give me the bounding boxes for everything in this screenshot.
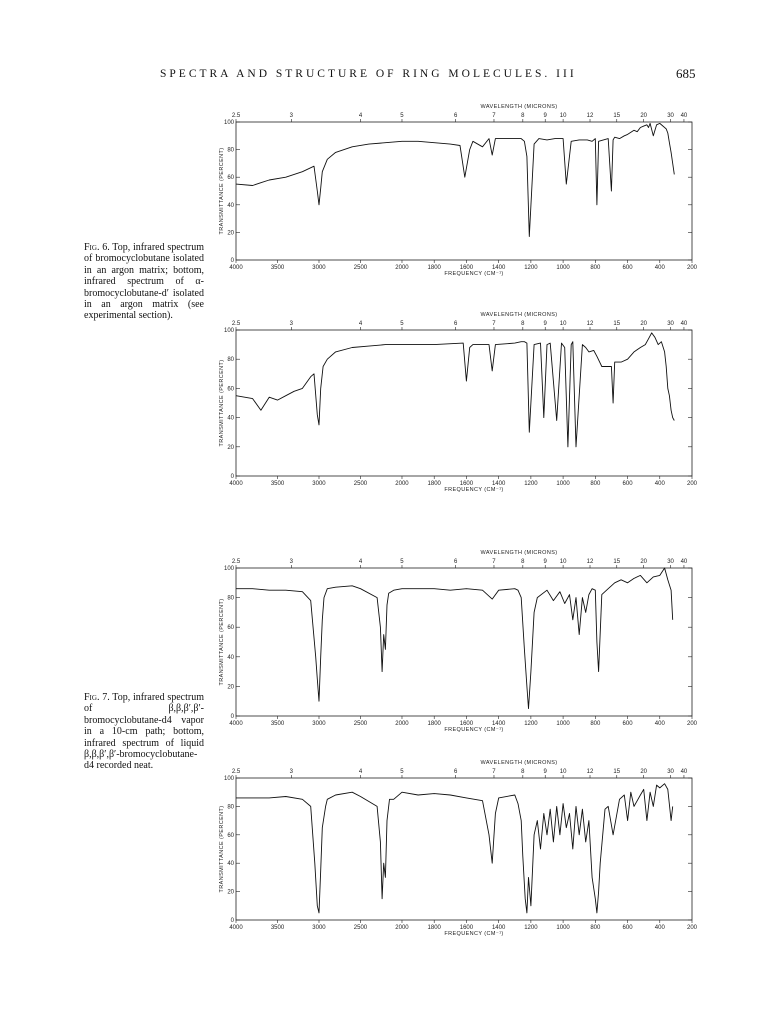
fig7-top-top-tick-label: 15: [613, 559, 621, 565]
fig7-bottom-bottom-tick-label: 200: [686, 925, 698, 931]
fig6-top-bottom-tick-label: 1200: [524, 265, 538, 271]
fig6-bottom-top-tick-label: 7: [492, 321, 496, 327]
fig6-top-bottom-tick-label: 800: [590, 265, 601, 271]
fig6-bottom-trace: [236, 333, 674, 447]
fig6-bottom-top-tick-label: 15: [613, 321, 621, 327]
fig6-caption: [84, 242, 204, 322]
fig6-bottom-top-tick-label: 12: [586, 321, 594, 327]
fig6-bottom-bottom-tick-label: 600: [622, 481, 633, 487]
fig6-bottom-top-tick-label: 9: [543, 321, 547, 327]
fig6-bottom-top-tick-label: 20: [640, 321, 648, 327]
fig7-top-y-tick-label: 20: [227, 684, 234, 691]
fig6-bottom-xlabel: FREQUENCY (CM⁻¹): [444, 487, 504, 493]
fig6-top-bottom-tick-label: 3500: [270, 265, 285, 271]
fig6-bottom-ylabel: TRANSMITTANCE (PERCENT): [219, 359, 225, 447]
fig6-top-top-tick-label: 7: [492, 113, 496, 119]
fig7-bottom-top-tick-label: 9: [543, 769, 547, 775]
fig6-top-top-tick-label: 6: [453, 113, 458, 119]
fig7-bottom-top-tick-label: 6: [453, 769, 458, 775]
fig6-top-top-tick-label: 20: [640, 113, 648, 119]
fig7-bottom-top-tick-label: 7: [492, 769, 496, 775]
fig6-bottom-y-tick-label: 0: [230, 474, 234, 480]
fig7-top-top-tick-label: 3: [289, 559, 294, 565]
fig7-top-spectrum: [210, 548, 710, 733]
fig7-bottom-wavelength-title: WAVELENGTH (MICRONS): [480, 760, 558, 766]
fig6-top-y-tick-label: 20: [227, 230, 234, 237]
fig6-bottom-bottom-tick-label: 3500: [270, 481, 285, 487]
fig7-top-xlabel: FREQUENCY (CM⁻¹): [444, 727, 504, 733]
fig6-top-bottom-tick-label: 4000: [229, 265, 243, 271]
fig7-bottom-bottom-tick-label: 3000: [312, 925, 326, 931]
fig6-bottom-y-tick-label: 40: [227, 415, 234, 422]
fig7-top-bottom-tick-label: 800: [590, 721, 601, 727]
fig7-bottom-top-tick-label: 40: [680, 769, 688, 775]
fig7-top-top-tick-label: 6: [453, 559, 458, 565]
fig7-top-bottom-tick-label: 1800: [427, 721, 441, 727]
fig7-top-bottom-tick-label: 1200: [524, 721, 538, 727]
fig7-top-bottom-tick-label: 3500: [270, 721, 285, 727]
fig6-bottom-top-tick-label: 5: [400, 321, 404, 327]
fig6-bottom-y-tick-label: 100: [223, 328, 234, 334]
fig7-bottom-xlabel: FREQUENCY (CM⁻¹): [444, 931, 504, 937]
fig7-bottom-bottom-tick-label: 400: [654, 925, 665, 931]
fig7-bottom-bottom-tick-label: 600: [622, 925, 633, 931]
fig6-bottom-bottom-tick-label: 4000: [229, 481, 243, 487]
fig6-bottom-bottom-tick-label: 1000: [556, 481, 570, 487]
fig6-top-bottom-tick-label: 600: [622, 265, 633, 271]
fig7-bottom-ylabel: TRANSMITTANCE (PERCENT): [219, 805, 225, 893]
fig6-top-top-tick-label: 9: [543, 113, 547, 119]
fig7-bottom-y-tick-label: 60: [227, 832, 234, 839]
fig7-top-top-tick-label: 9: [543, 559, 547, 565]
fig7-bottom-bottom-tick-label: 1600: [459, 925, 474, 931]
fig6-bottom-y-tick-label: 80: [227, 357, 234, 364]
fig7-top-bottom-tick-label: 1600: [459, 721, 474, 727]
fig7-top-y-tick-label: 0: [230, 714, 234, 720]
fig7-bottom-bottom-tick-label: 800: [590, 925, 601, 931]
fig6-bottom-top-tick-label: 4: [358, 321, 363, 327]
fig7-caption-text: Top, infrared spectrum of β,β,β′,β′-bromocyclobutane-d4 vapor in a 10-cm path; bottom, infrared spectrum of liquid β,β,β′,β′-bromocyclobutane-d4 recorded neat.: [84, 692, 204, 772]
fig7-top-top-tick-label: 10: [559, 559, 567, 565]
fig7-top-top-tick-label: 40: [680, 559, 688, 565]
fig6-top-bottom-tick-label: 2500: [353, 265, 368, 271]
fig6-top-bottom-tick-label: 1800: [427, 265, 441, 271]
fig7-top-plot-frame: [236, 568, 692, 716]
fig7-top-y-tick-label: 80: [227, 595, 234, 602]
fig7-top-bottom-tick-label: 4000: [229, 721, 243, 727]
fig7-bottom-y-tick-label: 40: [227, 861, 234, 868]
fig6-bottom-bottom-tick-label: 200: [686, 481, 698, 487]
fig6-top-bottom-tick-label: 3000: [312, 265, 326, 271]
fig7-top-top-tick-label: 12: [586, 559, 594, 565]
fig6-bottom-top-tick-label: 30: [667, 321, 674, 327]
fig7-top-top-tick-label: 4: [358, 559, 363, 565]
fig6-bottom-bottom-tick-label: 2500: [353, 481, 368, 487]
running-head: SPECTRA AND STRUCTURE OF RING MOLECULES. III: [160, 68, 577, 80]
fig6-bottom-top-tick-label: 8: [521, 321, 525, 327]
fig6-bottom-bottom-tick-label: 2000: [395, 481, 409, 487]
fig6-bottom-top-tick-label: 6: [453, 321, 458, 327]
fig6-top-y-tick-label: 40: [227, 202, 234, 209]
fig6-top-bottom-tick-label: 1600: [459, 265, 474, 271]
fig6-top-top-tick-label: 30: [667, 113, 674, 119]
fig7-bottom-bottom-tick-label: 1400: [491, 925, 506, 931]
fig6-top-top-tick-label: 4: [358, 113, 363, 119]
fig7-top-bottom-tick-label: 3000: [312, 721, 326, 727]
fig7-bottom-bottom-tick-label: 2000: [395, 925, 409, 931]
fig7-bottom-y-tick-label: 100: [223, 776, 234, 782]
fig6-bottom-bottom-tick-label: 1600: [459, 481, 474, 487]
fig7-bottom-top-tick-label: 8: [521, 769, 525, 775]
fig7-caption: [84, 692, 204, 772]
fig7-top-top-tick-label: 20: [640, 559, 648, 565]
fig6-bottom-bottom-tick-label: 3000: [312, 481, 326, 487]
fig7-bottom-bottom-tick-label: 2500: [353, 925, 368, 931]
fig6-top-bottom-tick-label: 200: [686, 265, 698, 271]
fig6-caption-text: Top, infrared spectrum of bromocyclobutane isolated in an argon matrix; bottom, infrared spectrum of α-bromocyclobutane-d′ isolated in an argon matrix (see experimental section).: [84, 242, 204, 322]
fig7-bottom-top-tick-label: 15: [613, 769, 621, 775]
fig6-top-top-tick-label: 10: [559, 113, 567, 119]
fig6-top-bottom-tick-label: 2000: [395, 265, 409, 271]
fig7-top-bottom-tick-label: 1000: [556, 721, 570, 727]
fig6-bottom-bottom-tick-label: 1800: [427, 481, 441, 487]
fig6-bottom-top-tick-label: 10: [559, 321, 567, 327]
fig6-top-bottom-tick-label: 1000: [556, 265, 570, 271]
fig6-bottom-bottom-tick-label: 1200: [524, 481, 538, 487]
fig7-bottom-top-tick-label: 20: [640, 769, 648, 775]
page-number: 685: [676, 66, 696, 81]
fig6-caption-label: Fig. 6.: [84, 242, 110, 253]
fig6-top-y-tick-label: 100: [223, 120, 234, 126]
fig6-top-top-tick-label: 15: [613, 113, 621, 119]
fig6-top-trace: [236, 123, 674, 236]
fig7-top-wavelength-title: WAVELENGTH (MICRONS): [480, 550, 558, 556]
fig7-bottom-top-tick-label: 12: [586, 769, 594, 775]
fig7-top-top-tick-label: 30: [667, 559, 674, 565]
fig6-top-ylabel: TRANSMITTANCE (PERCENT): [219, 147, 225, 235]
fig7-top-top-tick-label: 5: [400, 559, 404, 565]
fig7-top-bottom-tick-label: 400: [654, 721, 665, 727]
fig6-top-top-tick-label: 12: [586, 113, 594, 119]
fig7-top-bottom-tick-label: 200: [686, 721, 698, 727]
fig6-top-y-tick-label: 0: [230, 258, 234, 264]
fig7-top-top-tick-label: 2.5: [231, 559, 241, 565]
fig6-top-y-tick-label: 60: [227, 175, 234, 182]
fig6-top-bottom-tick-label: 1400: [491, 265, 506, 271]
fig7-top-y-tick-label: 40: [227, 654, 234, 661]
fig6-bottom-top-tick-label: 3: [289, 321, 294, 327]
fig6-top-top-tick-label: 3: [289, 113, 294, 119]
fig7-bottom-y-tick-label: 80: [227, 804, 234, 811]
fig6-bottom-bottom-tick-label: 400: [654, 481, 665, 487]
fig7-top-trace: [236, 568, 673, 709]
fig7-top-bottom-tick-label: 600: [622, 721, 633, 727]
fig7-bottom-top-tick-label: 5: [400, 769, 404, 775]
fig6-top-plot-frame: [236, 122, 692, 260]
fig7-bottom-trace: [236, 784, 673, 913]
fig7-top-top-tick-label: 8: [521, 559, 525, 565]
fig6-bottom-top-tick-label: 40: [680, 321, 688, 327]
fig6-bottom-bottom-tick-label: 1400: [491, 481, 506, 487]
fig7-bottom-top-tick-label: 2.5: [231, 769, 241, 775]
fig7-bottom-top-tick-label: 30: [667, 769, 674, 775]
fig6-top-y-tick-label: 80: [227, 147, 234, 154]
fig6-top-bottom-tick-label: 400: [654, 265, 665, 271]
fig7-bottom-y-tick-label: 20: [227, 889, 234, 896]
fig7-top-bottom-tick-label: 2500: [353, 721, 368, 727]
fig6-top-spectrum: [210, 102, 710, 277]
fig7-bottom-top-tick-label: 4: [358, 769, 363, 775]
fig7-bottom-bottom-tick-label: 1000: [556, 925, 570, 931]
fig7-top-bottom-tick-label: 1400: [491, 721, 506, 727]
fig7-bottom-bottom-tick-label: 4000: [229, 925, 243, 931]
fig6-bottom-top-tick-label: 2.5: [231, 321, 241, 327]
fig7-top-y-tick-label: 60: [227, 625, 234, 632]
fig7-bottom-y-tick-label: 0: [230, 918, 234, 924]
fig7-caption-label: Fig. 7.: [84, 692, 110, 703]
fig6-top-top-tick-label: 5: [400, 113, 404, 119]
fig7-bottom-bottom-tick-label: 1800: [427, 925, 441, 931]
fig7-bottom-spectrum: [210, 758, 710, 937]
fig7-top-bottom-tick-label: 2000: [395, 721, 409, 727]
fig6-top-xlabel: FREQUENCY (CM⁻¹): [444, 271, 504, 277]
fig7-bottom-bottom-tick-label: 1200: [524, 925, 538, 931]
fig6-top-top-tick-label: 8: [521, 113, 525, 119]
fig6-bottom-spectrum: [210, 310, 710, 493]
fig6-bottom-bottom-tick-label: 800: [590, 481, 601, 487]
fig6-top-top-tick-label: 2.5: [231, 113, 241, 119]
fig7-top-ylabel: TRANSMITTANCE (PERCENT): [219, 598, 225, 686]
fig6-bottom-y-tick-label: 60: [227, 386, 234, 393]
fig7-bottom-top-tick-label: 10: [559, 769, 567, 775]
fig6-top-top-tick-label: 40: [680, 113, 688, 119]
fig7-bottom-top-tick-label: 3: [289, 769, 294, 775]
fig7-top-top-tick-label: 7: [492, 559, 496, 565]
fig6-top-wavelength-title: WAVELENGTH (MICRONS): [480, 104, 558, 110]
fig7-bottom-bottom-tick-label: 3500: [270, 925, 285, 931]
fig6-bottom-wavelength-title: WAVELENGTH (MICRONS): [480, 312, 558, 318]
fig6-bottom-y-tick-label: 20: [227, 444, 234, 451]
fig7-bottom-plot-frame: [236, 778, 692, 920]
fig7-top-y-tick-label: 100: [223, 566, 234, 572]
